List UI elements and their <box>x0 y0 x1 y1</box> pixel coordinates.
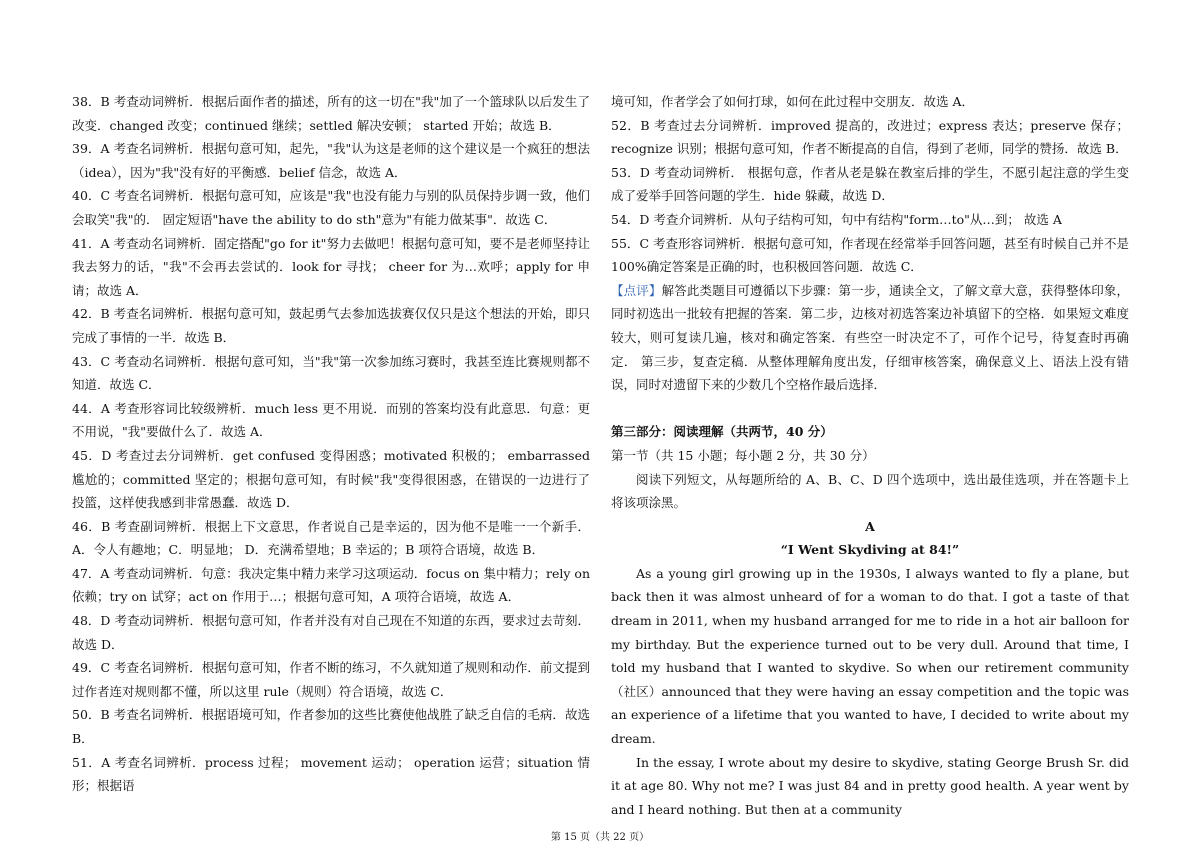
answer-51-cont: 境可知，作者学会了如何打球，如何在此过程中交朋友．故选 A． <box>611 94 975 109</box>
left-column <box>72 90 590 798</box>
answer-52: 52．B 考查过去分词辨析．improved 提高的，改进过；express 表达；preserve 保存；recognize 识别；根据句意可知，作者不断提高的自信，得到了老师，同学的赞扬．故选 B． <box>611 117 1129 157</box>
section-heading: 第三部分：阅读理解（共两节，40 分） <box>611 424 833 440</box>
passage-paragraph-2: In the essay, I wrote about my desire to skydive, stating George Brush Sr. did it at age 80. Why not me? I was just 84 and in pretty good health. A year went by and I heard nothing. But then at a community <box>611 754 1129 817</box>
page-footer: 第 15 页（共 22 页） <box>550 832 650 843</box>
answer-38: 38．B 考查动词辨析．根据后面作者的描述，所有的这一切在"我"加了一个篮球队以后发生了改变．changed 改变；continued 继续；settled 解决安顿； started 开始；故选 B． <box>72 94 590 133</box>
answer-39: 39．A 考查名词辨析．根据句意可知，起先，"我"认为这是老师的这个建议是一个疯狂的想法（idea），因为"我"没有好的平衡感．belief 信念，故选 A． <box>72 141 590 180</box>
passage-title: “I Went Skydiving at 84!” <box>780 542 960 558</box>
answer-49: 49．C 考查名词辨析．根据句意可知，作者不断的练习，不久就知道了规则和动作．前文提到过作者连对规则都不懂，所以这里 rule（规则）符合语境，故选 C． <box>72 660 590 699</box>
answer-47: 47．A 考查动词辨析．句意：我决定集中精力来学习这项运动．focus on 集中精力；rely on 依赖；try on 试穿；act on 作用于…；根据句意可知，A 项符合语境，故选 A． <box>72 565 590 605</box>
answer-54: 54．D 考查介词辨析．从句子结构可知，句中有结构"form…to"从…到； 故选 A <box>611 211 1062 227</box>
answer-48: 48．D 考查动词辨析．根据句意可知，作者并没有对自己现在不知道的东西，要求过去苛刻．故选 D． <box>72 613 590 652</box>
answer-53: 53．D 考查动词辨析． 根据句意，作者从老是躲在教室后排的学生，不愿引起注意的学生变成了爱举手回答问题的学生．hide 躲藏，故选 D． <box>611 164 1129 204</box>
answer-46: 46．B 考查副词辨析．根据上下文意思，作者说自己是幸运的，因为他不是唯一一个新手．A．令人有趣地；C．明显地； D．充满希望地；B 幸运的；B 项符合语境，故选 B． <box>72 518 590 558</box>
answer-42: 42．B 考查名词辨析．根据句意可知，鼓起勇气去参加选拔赛仅仅只是这个想法的开始，即只完成了事情的一半．故选 B． <box>72 306 590 345</box>
comment-text: 解答此类题目可遵循以下步骤：第一步，通读全文，了解文章大意，获得整体印象，同时初选出一批较有把握的答案．第二步，边核对初选答案边补填留下的空格．如果短文难度较大，则可复读几遍，核对和确定答案．有些空一时决定不了，可作个记号，待复查时再确定． 第三步，复查定稿．从整体理解角度出发，仔细审核答案，确保意义上、语法上没有错误，同时对遗留下来的少数几个空格作最后选择． <box>611 282 1129 393</box>
passage-letter: A <box>865 518 875 534</box>
instructions: 阅读下列短文，从每题所给的 A、B、C、D 四个选项中，选出最佳选项，并在答题卡上将该项涂黑。 <box>611 471 1129 511</box>
answer-45: 45．D 考查过去分词辨析．get confused 变得困惑；motivated 积极的； embarrassed 尴尬的；committed 坚定的；根据句意可知，有时候"我"变得很困惑，在错误的一边进行了投篮，这样使我感到非常愚蠢．故选 D． <box>72 447 590 511</box>
answer-51: 51．A 考查名词辨析．process 过程； movement 运动； operation 运营；situation 情形；根据语 <box>72 754 590 794</box>
answer-43: 43．C 考查动名词辨析．根据句意可知，当"我"第一次参加练习赛时，我甚至连比赛规则都不知道．故选 C． <box>72 353 590 393</box>
spacer <box>611 397 1129 421</box>
answer-40: 40．C 考查名词辨析．根据句意可知，应该是"我"也没有能力与别的队员保持步调一致，他们会取笑"我"的． 固定短语"have the ability to do sth"意为"有能力做某事"．故选 C． <box>72 188 590 227</box>
answer-44: 44．A 考查形容词比较级辨析．much less 更不用说．而别的答案均没有此意思．句意：更不用说，"我"要做什么了．故选 A． <box>72 400 590 440</box>
right-column <box>611 90 1129 821</box>
section-subheading: 第一节（共 15 小题；每小题 2 分，共 30 分） <box>611 447 875 463</box>
passage-paragraph-1: As a young girl growing up in the 1930s, I always wanted to fly a plane, but back then it was almost unheard of for a woman to do that. I got a taste of that dream in 2011, when my husband arranged for me to ride in a hot air balloon for my birthday. But the experience turned out to be very dull. Around that time, I told my husband that I wanted to skydive. So when our retirement community（社区）announced that they were having an essay competition and the topic was an experience of a lifetime that you wanted to have, I decided to write about my dream. <box>611 565 1129 747</box>
answer-55: 55．C 考查形容词辨析．根据句意可知，作者现在经常举手回答问题，甚至有时候自己并不是100%确定答案是正确的时，也积极回答问题．故选 C． <box>611 235 1129 275</box>
comment-paragraph <box>611 279 1129 397</box>
answer-41: 41．A 考查动名词辨析．固定搭配"go for it"努力去做吧！根据句意可知，要不是老师坚持让我去努力的话，"我"不会再去尝试的．look for 寻找； cheer for 为…欢呼；apply for 申请；故选 A． <box>72 235 590 298</box>
comment-tag: 【点评】 <box>611 282 662 298</box>
answer-50: 50．B 考查名词辨析．根据语境可知，作者参加的这些比赛使他战胜了缺乏自信的毛病．故选 B． <box>72 707 590 747</box>
